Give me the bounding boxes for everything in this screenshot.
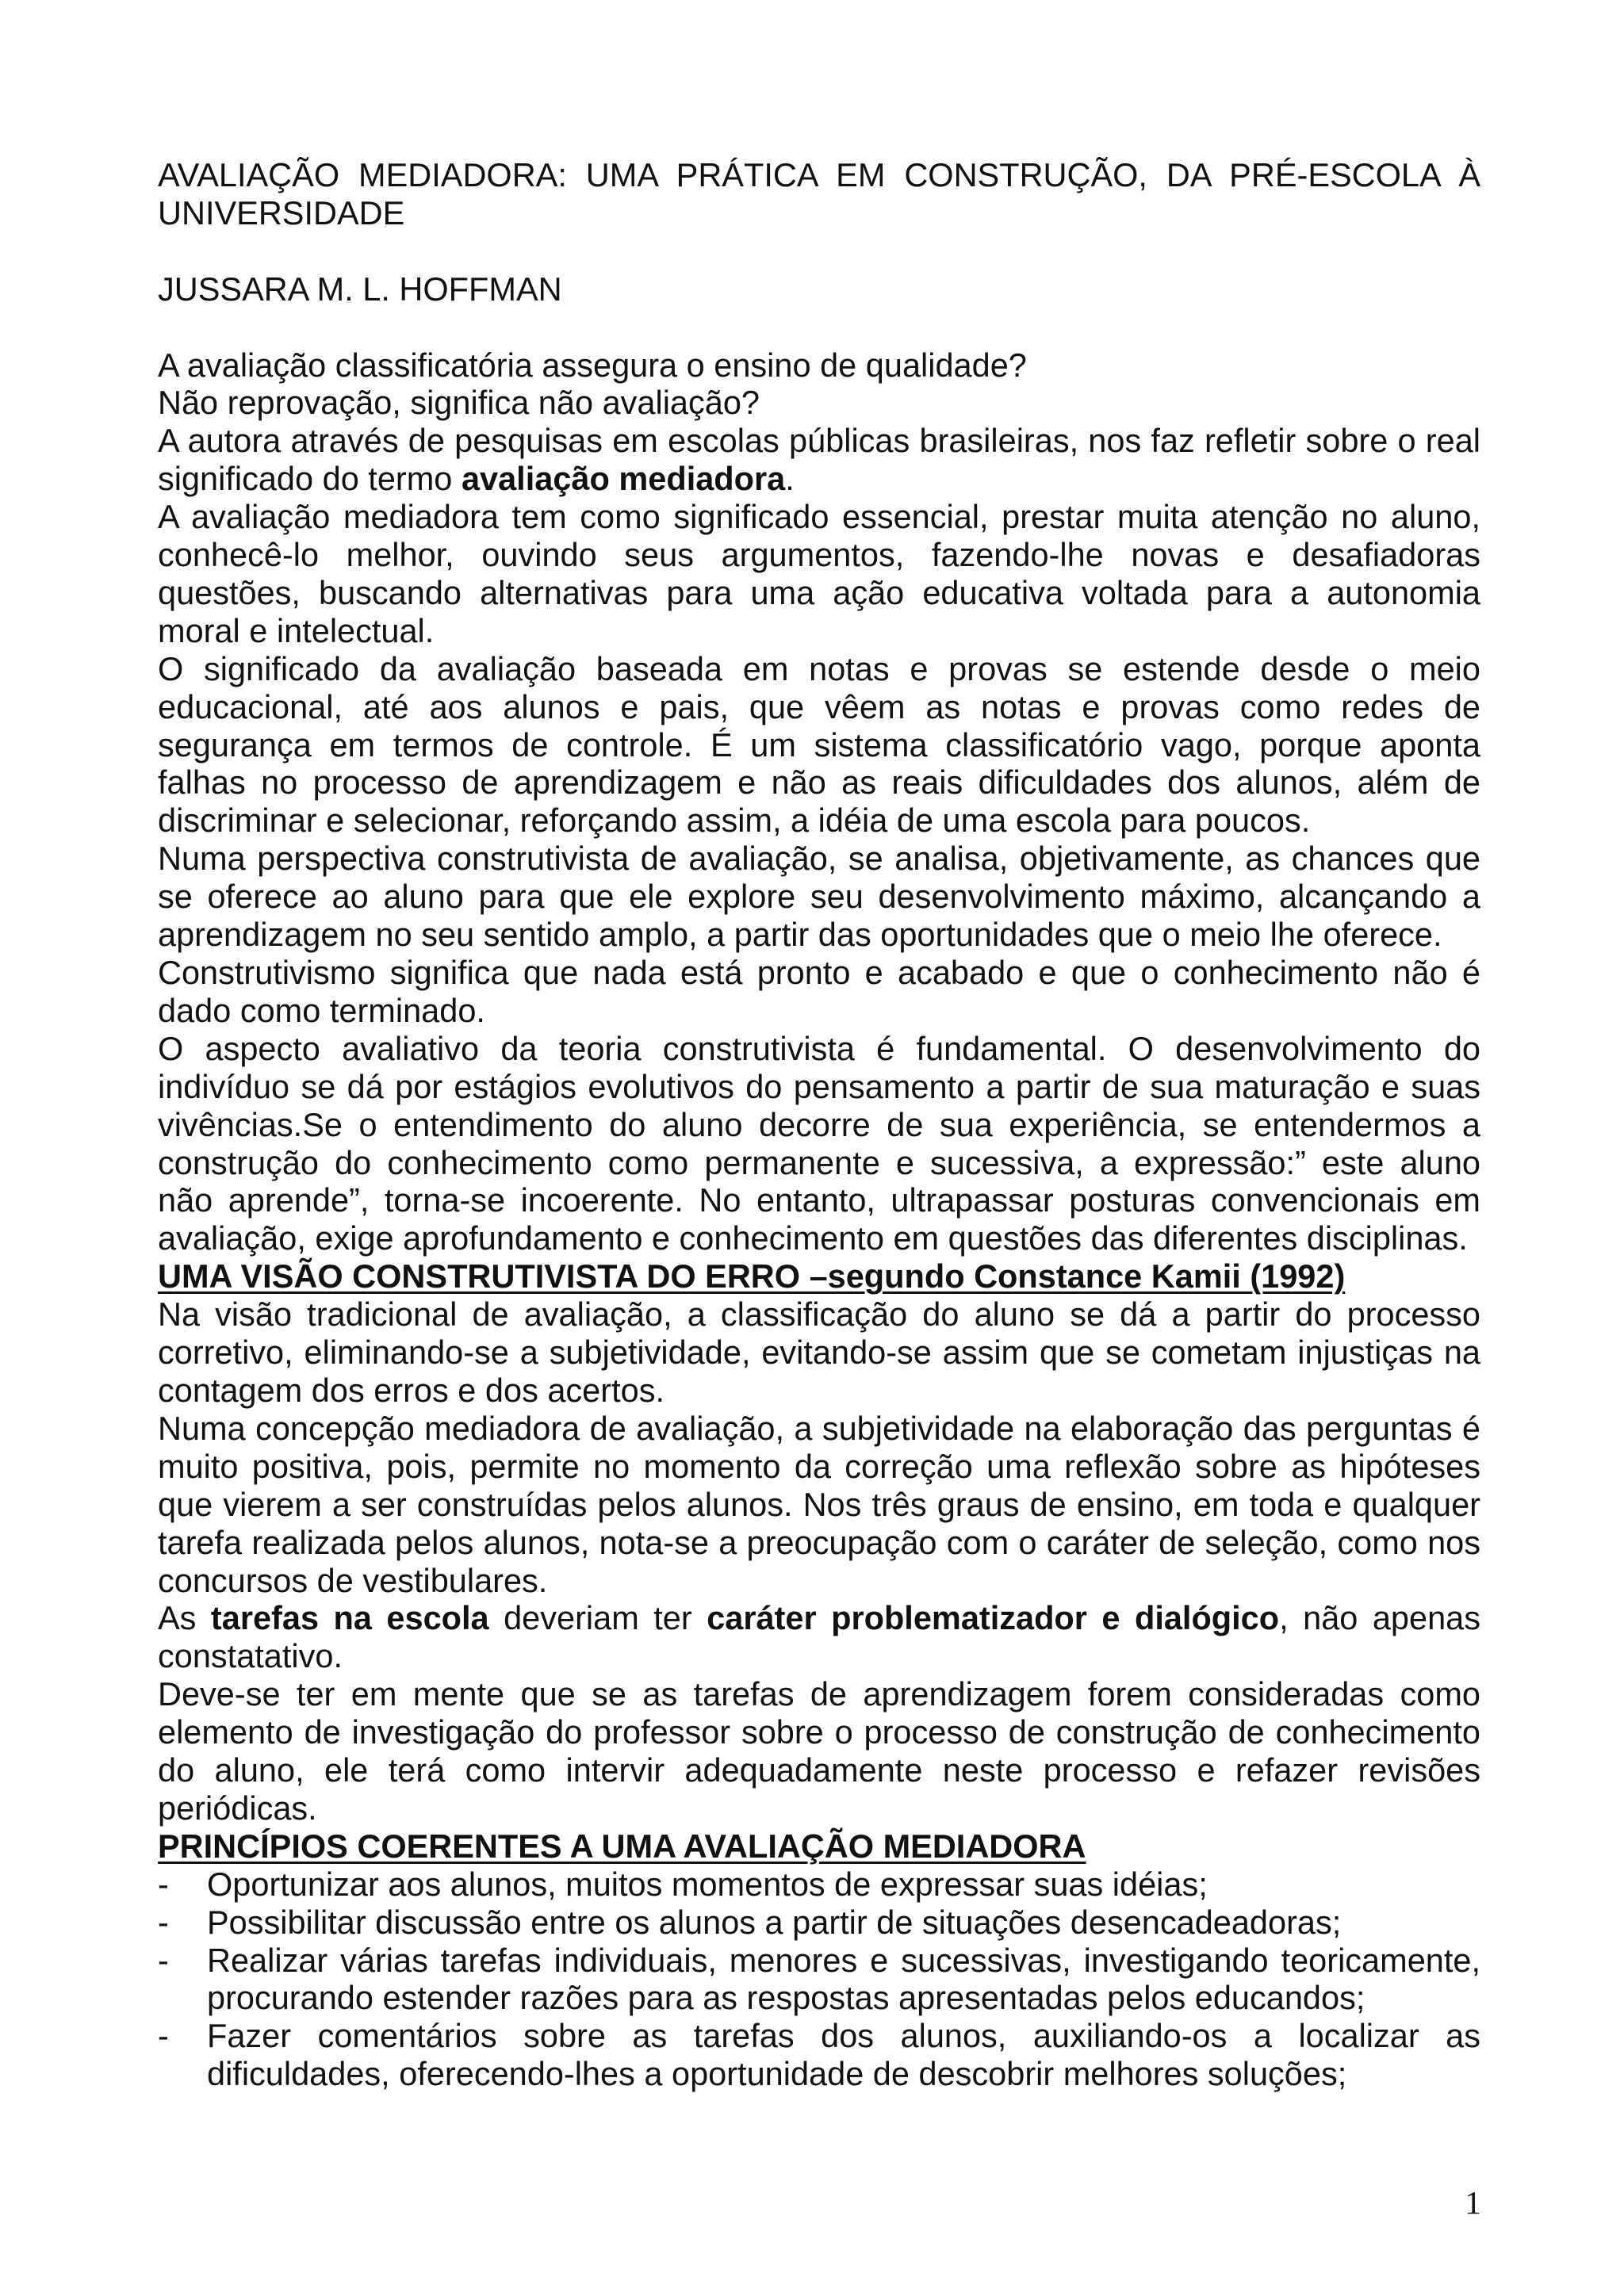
- text-line: educacional, até aos alunos e pais, que vêem as notas e provas como redes de: [158, 687, 1480, 725]
- document-title: [158, 156, 1480, 232]
- text-line: elemento de investigação do professor sobre o processo de construção de conhecimento: [158, 1713, 1480, 1751]
- text-run: As: [158, 1599, 211, 1637]
- text-line: avaliação, exige aprofundamento e conhecimento em questões das diferentes disciplinas.: [158, 1219, 1468, 1257]
- list-item: [158, 2017, 1480, 2093]
- bold-term: caráter problematizador e dialógico: [707, 1599, 1280, 1637]
- text-line: segurança em termos de controle. É um sistema classificatório vago, porque aponta: [158, 725, 1480, 763]
- text-line: dificuldades, oferecendo-lhes a oportunidade de descobrir melhores soluções;: [207, 2055, 1347, 2093]
- text-line: [158, 460, 1480, 498]
- text-line: Numa concepção mediadora de avaliação, a subjetividade na elaboração das perguntas é: [158, 1409, 1480, 1447]
- paragraph: [158, 346, 1480, 385]
- paragraph: [158, 1410, 1480, 1600]
- principles-list: [158, 1866, 1480, 2093]
- text-line: UNIVERSIDADE: [158, 193, 405, 232]
- paragraph: [158, 954, 1480, 1030]
- list-item: [158, 1942, 1480, 2018]
- text-line: questões, buscando alternativas para uma ação educativa voltada para a autonomia: [158, 573, 1480, 611]
- text-line: indivíduo se dá por estágios evolutivos do pensamento a partir de sua maturação e suas: [158, 1067, 1480, 1105]
- text-line: aprendizagem no seu sentido amplo, a partir das oportunidades que o meio lhe oferece.: [158, 916, 1442, 954]
- paragraph: [158, 1599, 1480, 1675]
- list-item-text: [207, 1866, 1480, 1904]
- text-line: dado como terminado.: [158, 991, 485, 1029]
- text-line: O significado da avaliação baseada em notas e provas se estende desde o meio: [158, 649, 1480, 687]
- page-number: 1: [1465, 2184, 1481, 2221]
- text-line: Na visão tradicional de avaliação, a classificação do aluno se dá a partir do processo: [158, 1295, 1480, 1334]
- document-page: [158, 156, 1480, 2093]
- text-line: A avaliação classificatória assegura o ensino de qualidade?: [158, 346, 1027, 384]
- bold-term: avaliação mediadora: [461, 460, 786, 498]
- text-line: [158, 1599, 1480, 1637]
- text-line: corretivo, eliminando-se a subjetividade, evitando-se assim que se cometam injustiças na: [158, 1334, 1480, 1372]
- text-line: moral e intelectual.: [158, 611, 435, 649]
- list-marker: -: [158, 2017, 169, 2055]
- text-line: se oferece ao aluno para que ele explore seu desenvolvimento máximo, alcançando a: [158, 878, 1480, 916]
- text-line: AVALIAÇÃO MEDIADORA: UMA PRÁTICA EM CONSTRUÇÃO, DA PRÉ-ESCOLA À: [158, 156, 1480, 193]
- list-marker: -: [158, 1865, 169, 1903]
- text-line: Construtivismo significa que nada está pronto e acabado e que o conhecimento não é: [158, 954, 1480, 991]
- text-line: não aprende”, torna-se incoerente. No entanto, ultrapassar posturas convencionais em: [158, 1181, 1480, 1219]
- text-line: contagem dos erros e dos acertos.: [158, 1371, 665, 1409]
- section-heading: [158, 1827, 1480, 1866]
- text-line: constatativo.: [158, 1637, 343, 1675]
- list-item: [158, 1866, 1480, 1904]
- text-line: falhas no processo de aprendizagem e não as reais dificuldades dos alunos, além de: [158, 763, 1480, 802]
- section-heading-text: PRINCÍPIOS COERENTES A UMA AVALIAÇÃO MEDIADORA: [158, 1827, 1086, 1865]
- paragraph: [158, 498, 1480, 650]
- list-item-text: [207, 1942, 1480, 2018]
- paragraph: [158, 422, 1480, 498]
- list-marker: -: [158, 1941, 169, 1979]
- text-line: construção do conhecimento como permanente e sucessiva, a expressão:” este aluno: [158, 1143, 1480, 1181]
- section-heading: [158, 1257, 1480, 1295]
- text-line: que vierem a ser construídas pelos alunos. Nos três graus de ensino, em toda e qualquer: [158, 1485, 1480, 1523]
- text-line: A autora através de pesquisas em escolas públicas brasileiras, nos faz refletir sobre o real: [158, 422, 1480, 460]
- text-line: vivências.Se o entendimento do aluno decorre de sua experiência, se entendermos a: [158, 1105, 1480, 1143]
- list-marker: -: [158, 1903, 169, 1941]
- text-line: Oportunizar aos alunos, muitos momentos de expressar suas idéias;: [207, 1865, 1208, 1903]
- text-line: procurando estender razões para as respostas apresentadas pelos educandos;: [207, 1979, 1365, 2017]
- text-line: tarefa realizada pelos alunos, nota-se a preocupação com o caráter de seleção, como nos: [158, 1523, 1480, 1561]
- author-name: JUSSARA M. L. HOFFMAN: [158, 270, 562, 308]
- text-line: Possibilitar discussão entre os alunos a partir de situações desencadeadoras;: [207, 1903, 1342, 1941]
- text-line: O aspecto avaliativo da teoria construtivista é fundamental. O desenvolvimento do: [158, 1029, 1480, 1067]
- paragraph: [158, 1675, 1480, 1827]
- text-run: .: [785, 460, 795, 498]
- paragraph: [158, 1295, 1480, 1410]
- paragraph: [158, 384, 1480, 422]
- text-line: Numa perspectiva construtivista de avaliação, se analisa, objetivamente, as chances que: [158, 840, 1480, 878]
- document-body: [158, 346, 1480, 2094]
- list-item: [158, 1904, 1480, 1942]
- text-line: periódicas.: [158, 1789, 317, 1827]
- text-run: significado do termo: [158, 460, 462, 498]
- section-heading-text: UMA VISÃO CONSTRUTIVISTA DO ERRO –segundo Constance Kamii (1992): [158, 1257, 1346, 1295]
- text-line: do aluno, ele terá como intervir adequadamente neste processo e refazer revisões: [158, 1751, 1480, 1789]
- text-line: concursos de vestibulares.: [158, 1561, 548, 1599]
- text-run: , não apenas: [1279, 1599, 1481, 1637]
- text-line: Fazer comentários sobre as tarefas dos alunos, auxiliando-os a localizar as: [207, 2017, 1480, 2055]
- list-item-text: [207, 2017, 1480, 2093]
- text-line: Realizar várias tarefas individuais, menores e sucessivas, investigando teoricamente,: [207, 1941, 1480, 1979]
- paragraph: [158, 840, 1480, 954]
- text-line: Não reprovação, significa não avaliação?: [158, 384, 760, 422]
- paragraph: [158, 650, 1480, 840]
- paragraph: [158, 1030, 1480, 1257]
- text-line: muito positiva, pois, permite no momento da correção uma reflexão sobre as hipóteses: [158, 1447, 1480, 1485]
- list-item-text: [207, 1904, 1480, 1942]
- text-line: discriminar e selecionar, reforçando assim, a idéia de uma escola para poucos.: [158, 802, 1311, 840]
- text-run: deveriam ter: [488, 1599, 707, 1637]
- text-line: Deve-se ter em mente que se as tarefas de aprendizagem forem consideradas como: [158, 1675, 1480, 1713]
- bold-term: tarefas na escola: [210, 1599, 489, 1637]
- text-line: conhecê-lo melhor, ouvindo seus argumentos, fazendo-lhe novas e desafiadoras: [158, 536, 1480, 574]
- text-line: A avaliação mediadora tem como significado essencial, prestar muita atenção no aluno,: [158, 498, 1480, 536]
